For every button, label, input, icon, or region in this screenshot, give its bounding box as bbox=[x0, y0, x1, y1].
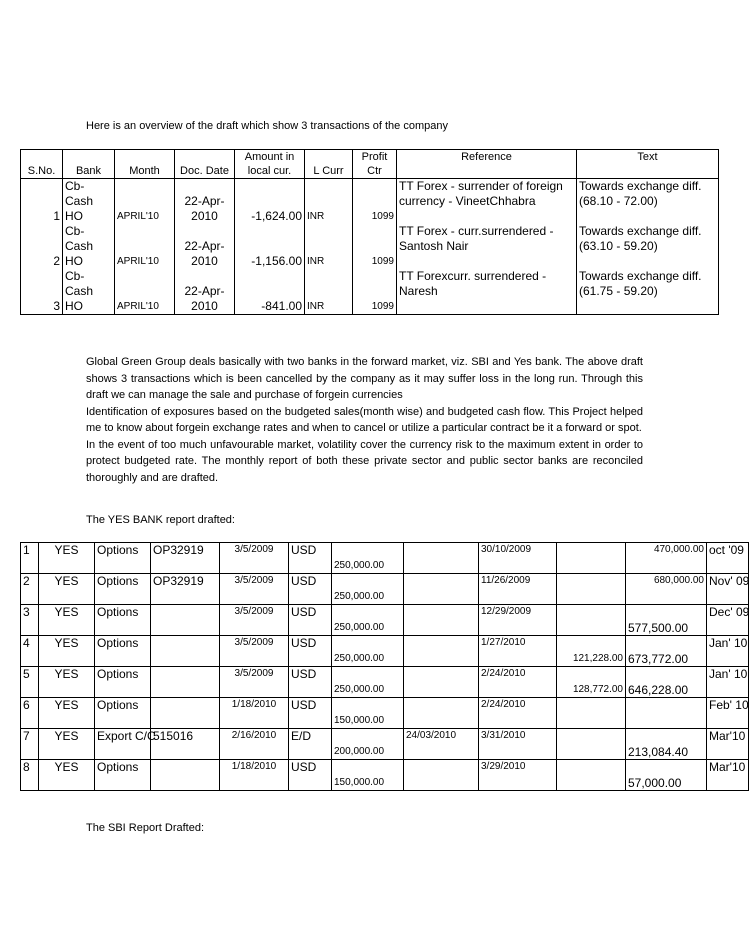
table-row bbox=[21, 179, 719, 225]
cell-reference: TT Forex - surrender of foreign currency - VineetChhabra bbox=[397, 179, 577, 225]
cell-month: Mar'10 bbox=[707, 729, 749, 760]
cell-date2 bbox=[404, 636, 479, 667]
cell-type: Options bbox=[95, 667, 151, 698]
yes-bank-table bbox=[20, 542, 749, 791]
cell-due-date: 2/24/2010 bbox=[479, 698, 557, 729]
col-text: Text bbox=[577, 150, 719, 179]
cell-date2 bbox=[404, 574, 479, 605]
cell-bank: YES bbox=[39, 574, 95, 605]
cell-date: 22-Apr- 2010 bbox=[175, 269, 235, 315]
cell-due-date: 2/24/2010 bbox=[479, 667, 557, 698]
sbi-title: The SBI Report Drafted: bbox=[86, 822, 204, 834]
table-row bbox=[21, 667, 749, 698]
cell-currency: USD bbox=[289, 760, 332, 791]
cell-due-date: 3/31/2010 bbox=[479, 729, 557, 760]
cell-value2: 470,000.00 bbox=[626, 543, 707, 574]
cell-curr: INR bbox=[305, 224, 353, 269]
cell-due-date: 3/29/2010 bbox=[479, 760, 557, 791]
paragraph: Identification of exposures based on the budgeted sales(month wise) and budgeted cash flow. This Project helped me to know about forgein exchange rates and when to cancel or utilize a particular contract be it a forward or spot. bbox=[86, 405, 643, 434]
cell-date: 2/16/2010 bbox=[220, 729, 289, 760]
cell-bank: Cb- Cash HO bbox=[63, 269, 115, 315]
cell-date: 3/5/2009 bbox=[220, 636, 289, 667]
cell-text: Towards exchange diff. (68.10 - 72.00) bbox=[577, 179, 719, 225]
col-profit: Profit Ctr bbox=[353, 150, 397, 179]
cell-bank: YES bbox=[39, 543, 95, 574]
cell-bank: YES bbox=[39, 605, 95, 636]
cell-date2 bbox=[404, 605, 479, 636]
cell-type: Options bbox=[95, 543, 151, 574]
cell-value1 bbox=[557, 574, 626, 605]
cell-value1 bbox=[557, 729, 626, 760]
table-row bbox=[21, 729, 749, 760]
cell-ref bbox=[151, 760, 220, 791]
intro-text: Here is an overview of the draft which show 3 transactions of the company bbox=[86, 120, 448, 132]
yes-bank-title: The YES BANK report drafted: bbox=[86, 514, 235, 526]
table-row bbox=[21, 636, 749, 667]
draft-header-row bbox=[21, 150, 719, 179]
cell-type: Options bbox=[95, 605, 151, 636]
cell-value1 bbox=[557, 605, 626, 636]
col-doc-date: Doc. Date bbox=[175, 150, 235, 179]
col-month: Month bbox=[115, 150, 175, 179]
cell-currency: USD bbox=[289, 667, 332, 698]
paragraph: Global Green Group deals basically with two banks in the forward market, viz. SBI and Yes bank. The above draft shows 3 transactions which is been cancelled by the company as it may suffer loss in the long run. Through this draft we can manage the sale and purchase of forgein currencies bbox=[86, 356, 643, 401]
cell-bank: YES bbox=[39, 729, 95, 760]
cell-bank: YES bbox=[39, 698, 95, 729]
draft-table bbox=[20, 149, 719, 315]
cell-amount: 150,000.00 bbox=[332, 698, 404, 729]
table-row bbox=[21, 760, 749, 791]
cell-bank: YES bbox=[39, 760, 95, 791]
cell-type: Options bbox=[95, 574, 151, 605]
cell-sno: 2 bbox=[21, 224, 63, 269]
cell-ref: OP32919 bbox=[151, 543, 220, 574]
col-amount: Amount in local cur. bbox=[235, 150, 305, 179]
cell-reference: TT Forexcurr. surrendered - Naresh bbox=[397, 269, 577, 315]
cell-value1: 128,772.00 bbox=[557, 667, 626, 698]
cell-bank: Cb- Cash HO bbox=[63, 224, 115, 269]
cell-month: Jan' 10 bbox=[707, 636, 749, 667]
table-row bbox=[21, 224, 719, 269]
cell-currency: USD bbox=[289, 605, 332, 636]
cell-number: 4 bbox=[21, 636, 39, 667]
cell-month: Nov' 09 bbox=[707, 574, 749, 605]
cell-date: 22-Apr- 2010 bbox=[175, 224, 235, 269]
cell-due-date: 1/27/2010 bbox=[479, 636, 557, 667]
cell-number: 7 bbox=[21, 729, 39, 760]
table-row bbox=[21, 543, 749, 574]
cell-number: 5 bbox=[21, 667, 39, 698]
col-reference: Reference bbox=[397, 150, 577, 179]
table-row bbox=[21, 698, 749, 729]
cell-value2: 57,000.00 bbox=[626, 760, 707, 791]
cell-type: Options bbox=[95, 698, 151, 729]
cell-date: 3/5/2009 bbox=[220, 543, 289, 574]
cell-amount: 250,000.00 bbox=[332, 574, 404, 605]
cell-ref bbox=[151, 698, 220, 729]
cell-currency: USD bbox=[289, 574, 332, 605]
cell-sno: 3 bbox=[21, 269, 63, 315]
cell-amount: -1,156.00 bbox=[235, 224, 305, 269]
cell-date: 1/18/2010 bbox=[220, 760, 289, 791]
col-sno: S.No. bbox=[21, 150, 63, 179]
cell-due-date: 30/10/2009 bbox=[479, 543, 557, 574]
cell-currency: USD bbox=[289, 698, 332, 729]
cell-ref bbox=[151, 636, 220, 667]
body-paragraphs bbox=[86, 354, 643, 486]
cell-month: Jan' 10 bbox=[707, 667, 749, 698]
cell-value2: 213,084.40 bbox=[626, 729, 707, 760]
cell-month: APRIL'10 bbox=[115, 269, 175, 315]
cell-number: 2 bbox=[21, 574, 39, 605]
cell-month: APRIL'10 bbox=[115, 224, 175, 269]
cell-value1 bbox=[557, 760, 626, 791]
cell-type: Options bbox=[95, 636, 151, 667]
cell-amount: -841.00 bbox=[235, 269, 305, 315]
cell-value1 bbox=[557, 698, 626, 729]
cell-date: 3/5/2009 bbox=[220, 667, 289, 698]
cell-bank: YES bbox=[39, 667, 95, 698]
cell-profit: 1099 bbox=[353, 269, 397, 315]
cell-value2 bbox=[626, 698, 707, 729]
cell-ref bbox=[151, 605, 220, 636]
cell-amount: 200,000.00 bbox=[332, 729, 404, 760]
cell-date2 bbox=[404, 667, 479, 698]
cell-value1 bbox=[557, 543, 626, 574]
cell-month: oct '09 bbox=[707, 543, 749, 574]
cell-profit: 1099 bbox=[353, 179, 397, 225]
cell-month: Dec' 09 bbox=[707, 605, 749, 636]
cell-date2 bbox=[404, 760, 479, 791]
cell-due-date: 12/29/2009 bbox=[479, 605, 557, 636]
cell-amount: 150,000.00 bbox=[332, 760, 404, 791]
cell-ref: 515016 bbox=[151, 729, 220, 760]
cell-value2: 577,500.00 bbox=[626, 605, 707, 636]
col-bank: Bank bbox=[63, 150, 115, 179]
cell-currency: USD bbox=[289, 636, 332, 667]
cell-curr: INR bbox=[305, 179, 353, 225]
cell-date: 3/5/2009 bbox=[220, 605, 289, 636]
cell-bank: Cb- Cash HO bbox=[63, 179, 115, 225]
cell-curr: INR bbox=[305, 269, 353, 315]
cell-date: 1/18/2010 bbox=[220, 698, 289, 729]
cell-bank: YES bbox=[39, 636, 95, 667]
cell-date: 3/5/2009 bbox=[220, 574, 289, 605]
cell-amount: 250,000.00 bbox=[332, 667, 404, 698]
cell-profit: 1099 bbox=[353, 224, 397, 269]
cell-amount: 250,000.00 bbox=[332, 636, 404, 667]
cell-number: 8 bbox=[21, 760, 39, 791]
cell-date2 bbox=[404, 698, 479, 729]
cell-amount: 250,000.00 bbox=[332, 543, 404, 574]
cell-amount: 250,000.00 bbox=[332, 605, 404, 636]
paragraph: In the event of too much unfavourable market, volatility cover the currency risk to the maximum extent in order to protect budgeted rate. The monthly report of both these private sector and public sector banks are reconciled thoroughly and are drafted. bbox=[86, 438, 643, 484]
cell-number: 6 bbox=[21, 698, 39, 729]
cell-month: Mar'10 bbox=[707, 760, 749, 791]
cell-reference: TT Forex - curr.surrendered - Santosh Nair bbox=[397, 224, 577, 269]
cell-date2 bbox=[404, 543, 479, 574]
cell-type: Options bbox=[95, 760, 151, 791]
cell-date: 22-Apr- 2010 bbox=[175, 179, 235, 225]
cell-ref: OP32919 bbox=[151, 574, 220, 605]
table-row bbox=[21, 605, 749, 636]
cell-month: Feb' 10 bbox=[707, 698, 749, 729]
cell-ref bbox=[151, 667, 220, 698]
cell-currency: USD bbox=[289, 543, 332, 574]
cell-value2: 646,228.00 bbox=[626, 667, 707, 698]
cell-value2: 673,772.00 bbox=[626, 636, 707, 667]
table-row bbox=[21, 574, 749, 605]
cell-value1: 121,228.00 bbox=[557, 636, 626, 667]
cell-value2: 680,000.00 bbox=[626, 574, 707, 605]
cell-due-date: 11/26/2009 bbox=[479, 574, 557, 605]
cell-amount: -1,624.00 bbox=[235, 179, 305, 225]
cell-type: Export C/C bbox=[95, 729, 151, 760]
cell-date2: 24/03/2010 bbox=[404, 729, 479, 760]
cell-text: Towards exchange diff. (61.75 - 59.20) bbox=[577, 269, 719, 315]
cell-currency: E/D bbox=[289, 729, 332, 760]
cell-text: Towards exchange diff. (63.10 - 59.20) bbox=[577, 224, 719, 269]
cell-number: 3 bbox=[21, 605, 39, 636]
table-row bbox=[21, 269, 719, 315]
col-lcurr: L Curr bbox=[305, 150, 353, 179]
cell-number: 1 bbox=[21, 543, 39, 574]
cell-month: APRIL'10 bbox=[115, 179, 175, 225]
cell-sno: 1 bbox=[21, 179, 63, 225]
